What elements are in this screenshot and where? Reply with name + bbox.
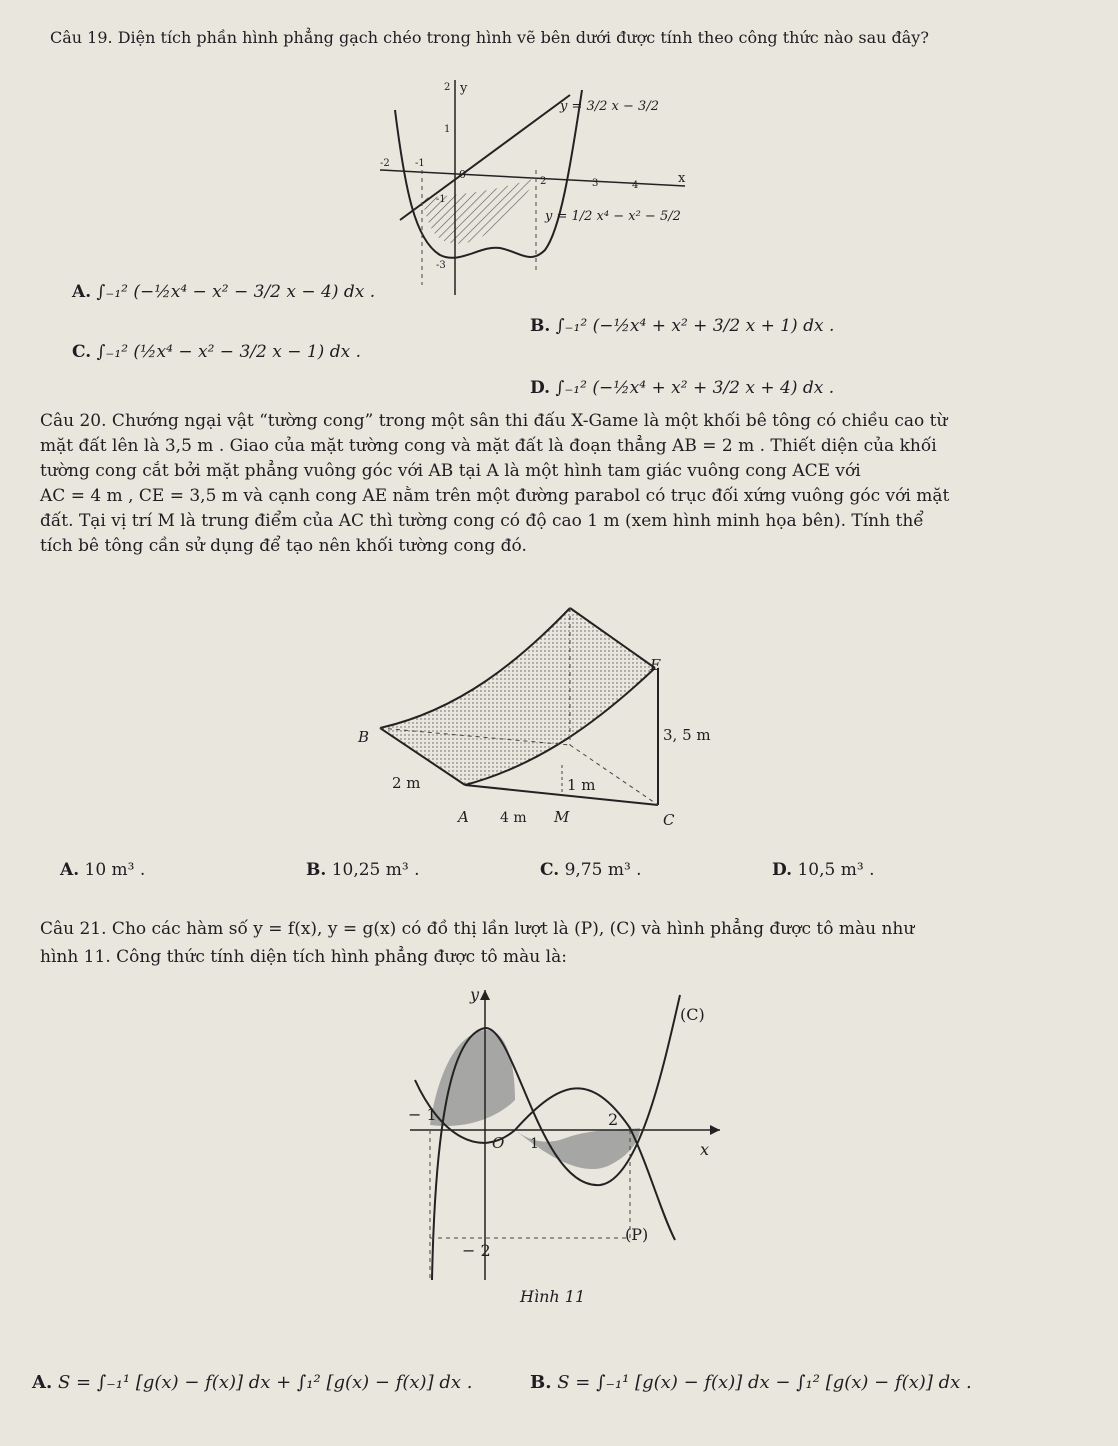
q20-line-5: đất. Tại vị trí M là trung điểm của AC thì tường cong có độ cao 1 m (xem hình minh họa bên). Tính thể [40,511,924,531]
q19-tick-y-1: -1 [436,194,446,205]
q21-option-a[interactable]: A. S = ∫₋₁¹ [g(x) − f(x)] dx + ∫₁² [g(x) − f(x)] dx . [32,1372,473,1393]
q21-label-1: 1 [530,1136,539,1152]
q19-tick-x-2: 2 [540,176,547,187]
q19-tick-x-3: 3 [592,178,599,189]
q20-answer-a[interactable]: A. 10 m³ . [60,860,146,880]
q19-tick-x-1: -1 [415,158,425,169]
q19-axis-y-label: y [460,81,468,96]
q21-label-y: y [470,985,480,1004]
q20-label-4m: 4 m [500,810,527,826]
q21-label-p: (P) [625,1225,649,1244]
q19-tick-y-0: 1 [444,124,451,135]
q20-label-m: M [554,808,570,826]
q20-line-1: Câu 20. Chướng ngại vật “tường cong” trong một sân thi đấu X-Game là một khối bê tông có chiều cao từ [40,411,948,431]
q19-tick-x-4: 4 [632,180,639,191]
q19-tick-y-3: 2 [444,82,451,93]
q20-label-b: B [358,728,370,746]
q19-origin-label: 0 [459,168,466,181]
q20-line-6: tích bê tông cần sử dụng để tạo nên khối tường cong đó. [40,536,527,556]
q21-label-minus2: − 2 [462,1241,491,1260]
q21-label-o: O [492,1134,505,1152]
q19-tick-x-0: -2 [380,158,390,169]
q20-curved-surface [380,608,655,785]
q20-answer-b[interactable]: B. 10,25 m³ . [306,860,420,880]
q21-label-c: (C) [680,1005,705,1024]
q19-option-c[interactable]: C. ∫₋₁² (½x⁴ − x² − 3/2 x − 1) dx . [72,342,361,362]
q21-caption: Hình 11 [520,1287,586,1306]
q21-line-1: Câu 21. Cho các hàm số y = f(x), y = g(x) có đồ thị lần lượt là (P), (C) và hình phẳng được tô màu như [40,919,915,939]
q20-answer-d[interactable]: D. 10,5 m³ . [772,860,875,880]
q21-option-b[interactable]: B. S = ∫₋₁¹ [g(x) − f(x)] dx − ∫₁² [g(x) − f(x)] dx . [530,1372,972,1393]
q19-option-d[interactable]: D. ∫₋₁² (−½x⁴ + x² + 3/2 x + 4) dx . [530,378,835,398]
q20-label-1m: 1 m [567,776,596,794]
q19-tick-y-2: -3 [436,260,446,271]
q19-heading: Câu 19. Diện tích phần hình phẳng gạch chéo trong hình vẽ bên dưới được tính theo công thức nào sau đây? [50,28,929,47]
q21-label-2: 2 [608,1110,619,1129]
q19-line-label: y = 3/2 x − 3/2 [560,99,659,114]
q19-option-b[interactable]: B. ∫₋₁² (−½x⁴ + x² + 3/2 x + 1) dx . [530,316,835,336]
q20-label-height: 3, 5 m [663,726,711,744]
q20-label-width: 2 m [392,774,421,792]
q19-quartic-curve [395,90,582,258]
q21-line-2: hình 11. Công thức tính diện tích hình phẳng được tô màu là: [40,947,567,967]
q20-figure [340,590,740,830]
q20-line-2: mặt đất lên là 3,5 m . Giao của mặt tường cong và mặt đất là đoạn thẳng AB = 2 m . Thiết diện của khối [40,436,937,456]
q19-axis-x-label: x [678,171,686,186]
q21-figure [390,980,750,1310]
q20-line-4: AC = 4 m , CE = 3,5 m và cạnh cong AE nằm trên một đường parabol có trục đối xứng vuông góc với mặt [40,486,950,506]
q20-answer-c[interactable]: C. 9,75 m³ . [540,860,642,880]
q20-label-a: A [458,808,469,826]
q19-graph [360,70,700,310]
q19-hatched-area [422,178,536,244]
q20-label-e: E [650,656,661,674]
q19-option-a[interactable]: A. ∫₋₁² (−½x⁴ − x² − 3/2 x − 4) dx . [72,282,376,302]
q19-quartic-label: y = 1/2 x⁴ − x² − 5/2 [545,209,681,224]
q21-label-minus1: − 1 [408,1105,437,1124]
q20-line-3: tường cong cắt bởi mặt phẳng vuông góc với AB tại A là một hình tam giác vuông cong ACE với [40,461,861,481]
q20-label-c: C [663,811,675,829]
q21-label-x: x [700,1140,710,1159]
